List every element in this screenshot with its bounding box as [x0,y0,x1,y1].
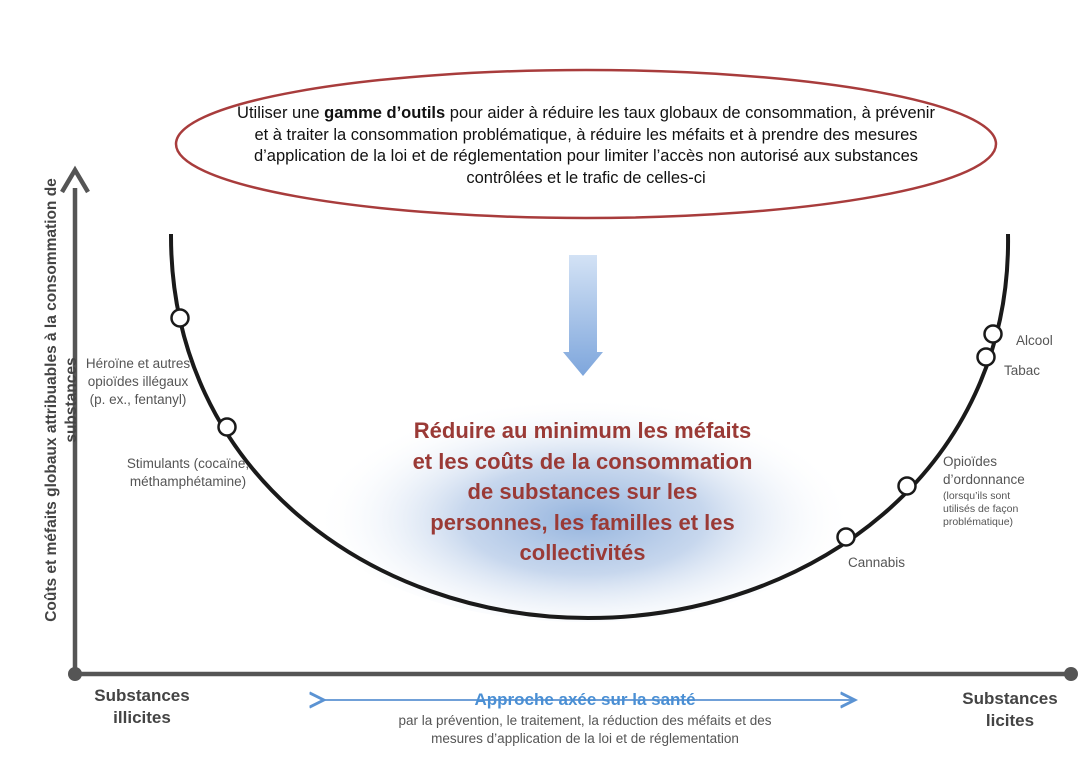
x-axis-left-label: Substances illicites [94,686,190,727]
x-axis-left-end [68,667,82,681]
label-opioids-note: (lorsqu’ils sont utilisés de façon problématique) [943,490,1019,528]
marker-heroin [172,310,189,327]
down-arrow-icon [563,255,603,376]
label-opioids: Opioïdes d’ordonnance [943,454,1025,487]
marker-alcohol [985,326,1002,343]
x-axis-right-end [1064,667,1078,681]
marker-tobacco [978,349,995,366]
label-heroin: Héroïne et autres opioïdes illégaux (p. ex., fentanyl) [85,356,191,407]
label-tobacco: Tabac [1004,363,1041,378]
x-axis-right-label: Substances licites [962,689,1058,730]
central-goal-text: Réduire au minimum les méfaits et les coûts de la consommation de substances sur les personnes, les familles et les collectivités [412,418,753,565]
approach-title: Approche axée sur la santé [474,690,696,709]
label-alcohol: Alcool [1016,333,1053,348]
marker-cannabis [838,529,855,546]
approach-description: par la prévention, le traitement, la réduction des méfaits et des mesures d’application de la loi et de réglementation [398,713,772,746]
label-stimulants: Stimulants (cocaïne, méthamphétamine) [126,456,250,489]
oval-text-bold: gamme d’outils [324,104,446,122]
y-axis-label: Coûts et méfaits globaux attribuables à la consommation de substances [43,178,80,622]
marker-stimulants [219,419,236,436]
oval-text-before: Utiliser une [237,104,325,122]
marker-opioids [899,478,916,495]
tools-oval-text [232,103,940,189]
oval-text-after: pour aider à réduire les taux globaux de consommation, à prévenir et à traiter la consommation problématique, à réduire les méfaits et à prendre des mesures d’application de la loi et de réglementation pour limiter l’accès non autorisé aux substances contrôlées et le trafic de celles-ci [253,104,935,187]
label-cannabis: Cannabis [848,555,906,570]
